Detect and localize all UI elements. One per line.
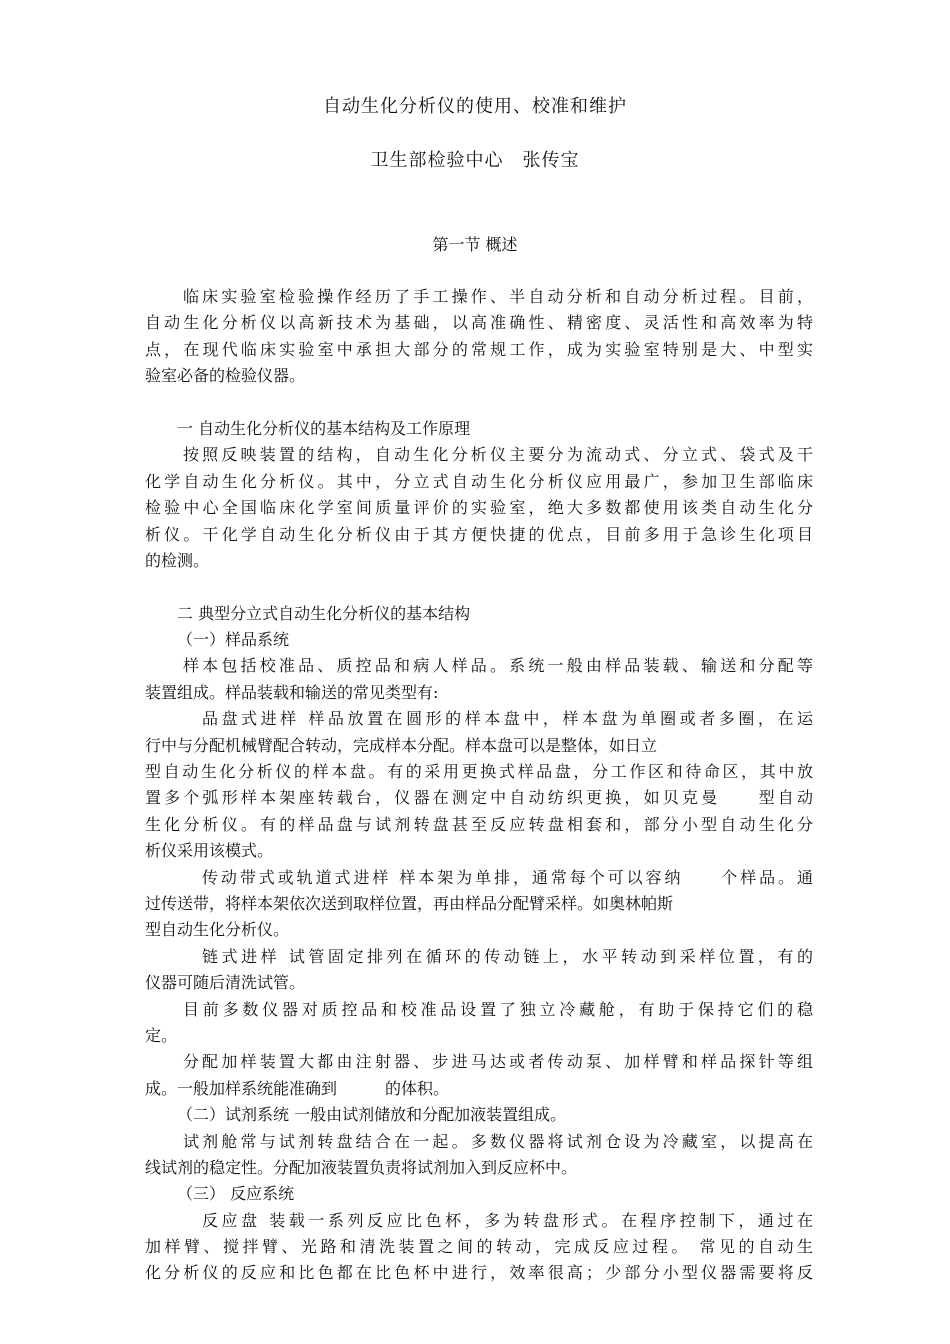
paragraph-line: 按照反映装置的结构，自动生化分析仪主要分为流动式、分立式、袋式及干 — [183, 445, 813, 465]
subsection-heading: 一 自动生化分析仪的基本结构及工作原理 — [177, 418, 471, 438]
paragraph-line: 过传送带，将样本架依次送到取样位置，再由样品分配臂采样。如奥林帕斯 — [145, 893, 674, 913]
paragraph-line: 链式进样 试管固定排列在循环的传动链上，水平转动到采样位置，有的 — [202, 946, 813, 966]
paragraph-line: 生化分析仪。有的样品盘与试剂转盘甚至反应转盘相套和，部分小型自动生化分 — [145, 814, 813, 834]
paragraph-line: 定。 — [145, 1025, 178, 1045]
subsection-heading: 二 典型分立式自动生化分析仪的基本结构 — [177, 603, 471, 623]
paragraph-line: 临床实验室检验操作经历了手工操作、半自动分析和自动分析过程。目前， — [183, 287, 813, 306]
subsection-heading: （一）样品系统 — [177, 630, 290, 650]
paragraph-line: 化学自动生化分析仪。其中，分立式自动生化分析仪应用最广，参加卫生部临床 — [145, 471, 813, 491]
paragraph-line: 置多个弧形样本架座转载台，仪器在测定中自动纺织更换，如贝克曼 型自动 — [145, 788, 813, 808]
paragraph-line: 装置组成。样品装载和输送的常见类型有: — [145, 682, 439, 702]
paragraph-line: 传动带式或轨道式进样 样本架为单排，通常每个可以容纳 个样品。通 — [202, 867, 813, 887]
paragraph-line: 仪器可随后清洗试管。 — [145, 973, 306, 993]
paragraph-line: 品盘式进样 样品放置在圆形的样本盘中，样本盘为单圈或者多圈，在运 — [202, 709, 813, 729]
author-line: 卫生部检验中心 张传宝 — [370, 150, 580, 171]
paragraph-line: 反应盘 装载一系列反应比色杯，多为转盘形式。在程序控制下，通过在 — [202, 1210, 813, 1230]
paragraph-line: 检验中心全国临床化学室间质量评价的实验室，绝大多数都使用该类自动生化分 — [145, 498, 813, 518]
paragraph-line: 线试剂的稳定性。分配加液装置负责将试剂加入到反应杯中。 — [145, 1157, 578, 1177]
paragraph-line: 析仪。干化学自动生化分析仪由于其方便快捷的优点，目前多用于急诊生化项目 — [145, 524, 813, 544]
paragraph-line: 的检测。 — [145, 550, 210, 570]
paragraph-line: 析仪采用该模式。 — [145, 841, 274, 861]
paragraph-line: 化分析仪的反应和比色都在比色杯中进行，效率很高；少部分小型仪器需要将反 — [145, 1263, 813, 1283]
paragraph-line: 型自动生化分析仪。 — [145, 920, 290, 940]
paragraph-line: 加样臂、搅拌臂、光路和清洗装置之间的转动，完成反应过程。 常见的自动生 — [145, 1237, 813, 1257]
document-body — [145, 284, 813, 1287]
paragraph-line: 行中与分配机械臂配合转动，完成样本分配。样本盘可以是整体，如日立 — [145, 735, 658, 755]
paragraph-line: 目前多数仪器对质控品和校准品设置了独立冷藏舱，有助于保持它们的稳 — [183, 999, 813, 1019]
paragraph-gap — [145, 574, 813, 600]
paragraph-line: 点，在现代临床实验室中承担大部分的常规工作，成为实验室特别是大、中型实 — [145, 339, 813, 359]
paragraph-line: 型自动生化分析仪的样本盘。有的采用更换式样品盘，分工作区和待命区，其中放 — [145, 762, 813, 782]
paragraph-line: 分配加样装置大都由注射器、步进马达或者传动泵、加样臂和样品探针等组 — [183, 1052, 813, 1072]
subsection-heading: （二）试剂系统 一般由试剂储放和分配加液装置组成。 — [177, 1105, 567, 1125]
paragraph-line: 样本包括校准品、质控品和病人样品。系统一般由样品装载、输送和分配等 — [183, 656, 813, 676]
paragraph-line: 试剂舱常与试剂转盘结合在一起。多数仪器将试剂仓设为冷藏室，以提高在 — [183, 1131, 813, 1151]
paragraph-gap — [145, 390, 813, 416]
document-title: 自动生化分析仪的使用、校准和维护 — [323, 96, 627, 117]
paragraph-line: 验室必备的检验仪器。 — [145, 366, 306, 386]
subsection-heading: （三） 反应系统 — [177, 1184, 295, 1204]
paragraph-line: 成。一般加样系统能准确到 的体积。 — [145, 1078, 450, 1098]
section-heading: 第一节 概述 — [432, 235, 518, 254]
paragraph-line: 自动生化分析仪以高新技术为基础，以高准确性、精密度、灵活性和高效率为特 — [145, 313, 813, 333]
